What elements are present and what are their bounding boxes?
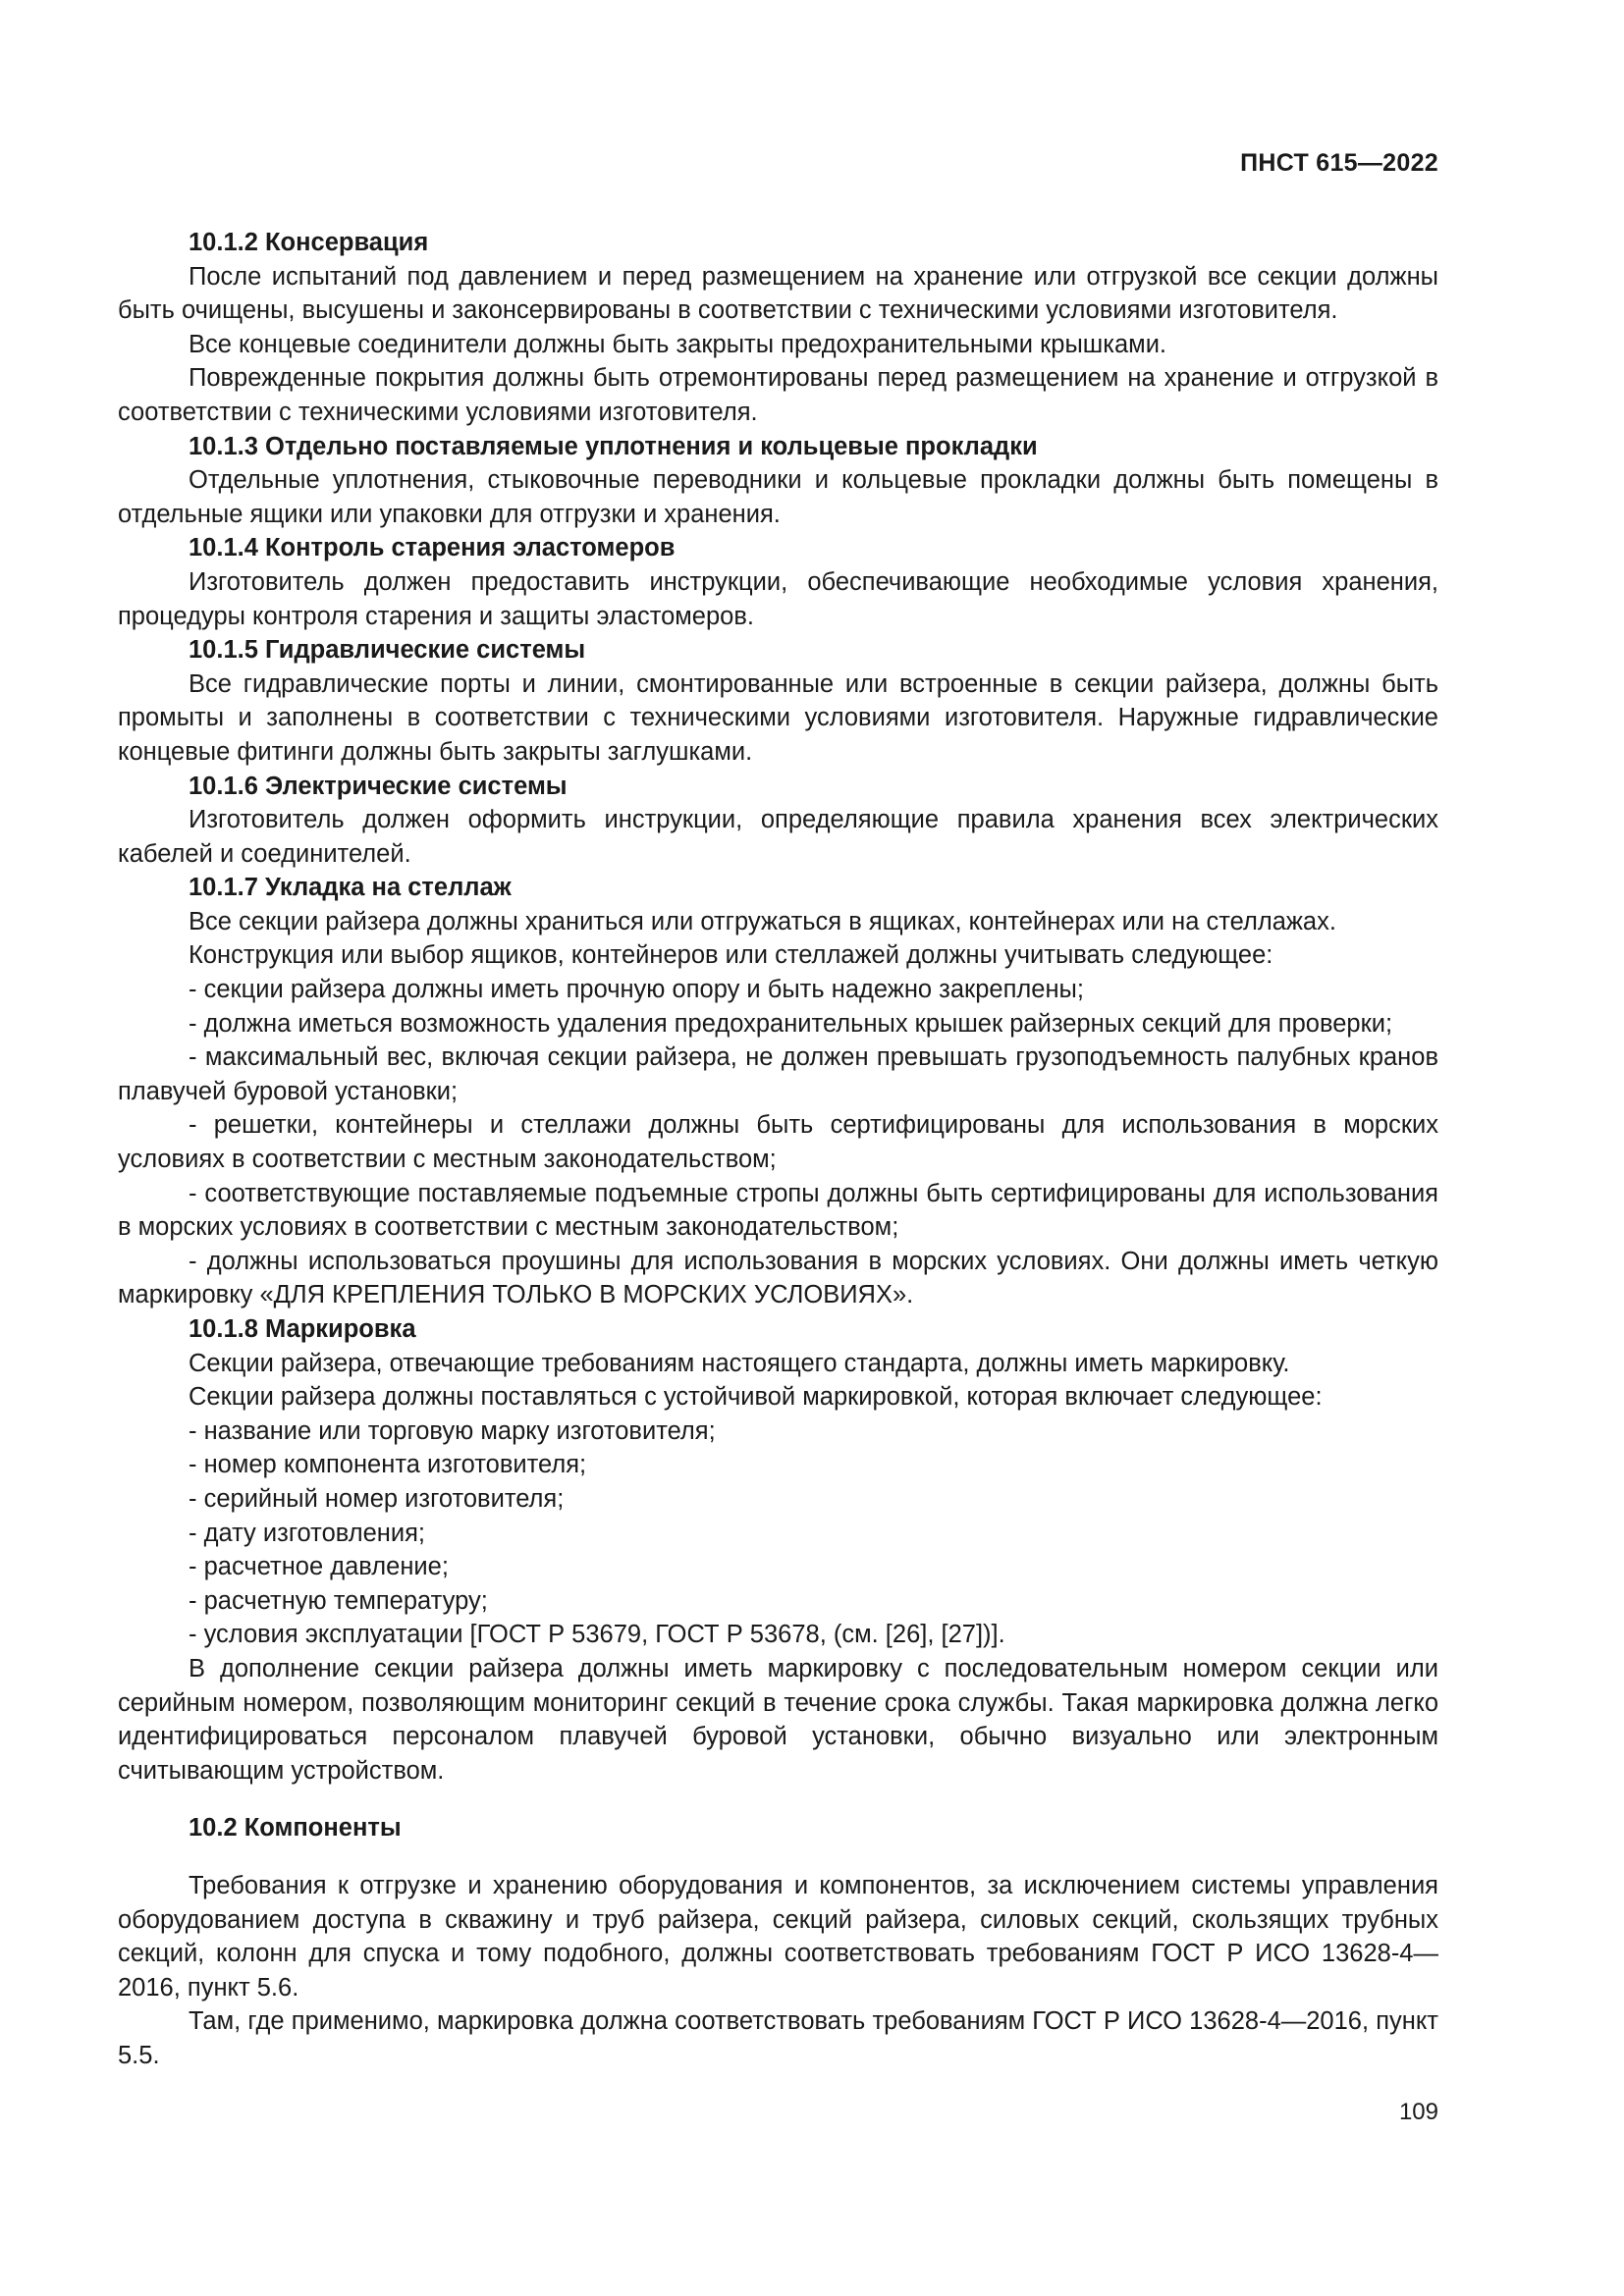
- list-item: - дату изготовления;: [189, 1519, 425, 1547]
- paragraph: Изготовитель должен оформить инструкции, определяющие правила хранения всех электрических кабелей и соединителей.: [118, 806, 1438, 868]
- section-heading: 10.1.4 Контроль старения эластомеров: [189, 534, 676, 562]
- list-item: - условия эксплуатации [ГОСТ Р 53679, ГОСТ Р 53678, (см. [26], [27])].: [189, 1621, 1005, 1649]
- section-heading: 10.1.6 Электрические системы: [189, 772, 568, 800]
- paragraph: Все секции райзера должны храниться или отгружаться в ящиках, контейнерах или на стеллажах.: [189, 907, 1336, 935]
- section-heading: 10.1.8 Маркировка: [189, 1315, 416, 1343]
- section-heading: 10.1.7 Укладка на стеллаж: [189, 874, 512, 902]
- paragraph: Секции райзера, отвечающие требованиям настоящего стандарта, должны иметь маркировку.: [189, 1349, 1290, 1377]
- section-heading: 10.1.3 Отдельно поставляемые уплотнения и кольцевые прокладки: [189, 432, 1038, 460]
- list-item: - максимальный вес, включая секции райзера, не должен превышать грузоподъемность палубных кранов плавучей буровой установки;: [118, 1043, 1438, 1105]
- section-heading: 10.1.5 Гидравлические системы: [189, 636, 586, 665]
- list-item: - должна иметься возможность удаления предохранительных крышек райзерных секций для проверки;: [189, 1009, 1393, 1038]
- paragraph: Поврежденные покрытия должны быть отремонтированы перед размещением на хранение и отгрузкой в соответствии с техническими условиями изготовителя.: [118, 364, 1438, 426]
- paragraph: Все гидравлические порты и линии, смонтированные или встроенные в секции райзера, должны быть промыты и заполнены в соответствии с техническими условиями изготовителя. Наружные гидравлические концевые фитинги должны быть закрыты заглушками.: [118, 669, 1438, 766]
- paragraph: В дополнение секции райзера должны иметь маркировку с последовательным номером секции или серийным номером, позволяющим мониторинг секций в течение срока службы. Такая маркировка должна легко идентифицироваться персоналом плавучей буровой установки, обычно визуально или электронным считывающим устройством.: [118, 1654, 1438, 1785]
- section-heading: 10.2 Компоненты: [189, 1814, 402, 1842]
- paragraph: Требования к отгрузке и хранению оборудования и компонентов, за исключением системы управления оборудованием доступа в скважину и труб райзера, секций райзера, силовых секций, скользящих трубных секций, колонн для спуска и тому подобного, должны соответствовать требованиям ГОСТ Р ИСО 13628-4—2016, пункт 5.6.: [118, 1871, 1438, 2002]
- page-number: 109: [1398, 2099, 1438, 2125]
- list-item: - должны использоваться проушины для использования в морских условиях. Они должны иметь четкую маркировку «ДЛЯ КРЕПЛЕНИЯ ТОЛЬКО В МОРСКИХ УСЛОВИЯХ».: [118, 1247, 1438, 1309]
- list-item: - номер компонента изготовителя;: [189, 1451, 587, 1479]
- list-item: - решетки, контейнеры и стеллажи должны быть сертифицированы для использования в морских условиях в соответствии с местным законодательством;: [118, 1111, 1438, 1174]
- spacer: [118, 1845, 1438, 1869]
- spacer: [118, 1788, 1438, 1811]
- list-item: - расчетную температуру;: [189, 1586, 488, 1615]
- document-code: ПНСТ 615—2022: [1240, 149, 1438, 177]
- list-item: - название или торговую марку изготовителя;: [189, 1416, 716, 1445]
- paragraph: Секции райзера должны поставляться с устойчивой маркировкой, которая включает следующее:: [189, 1383, 1323, 1412]
- list-item: - расчетное давление;: [189, 1553, 449, 1581]
- paragraph: Там, где применимо, маркировка должна соответствовать требованиям ГОСТ Р ИСО 13628-4—2016, пункт 5.5.: [118, 2007, 1438, 2069]
- paragraph: Отдельные уплотнения, стыковочные переводники и кольцевые прокладки должны быть помещены в отдельные ящики или упаковки для отгрузки и хранения.: [118, 466, 1438, 528]
- list-item: - серийный номер изготовителя;: [189, 1484, 565, 1513]
- paragraph: После испытаний под давлением и перед размещением на хранение или отгрузкой все секции должны быть очищены, высушены и законсервированы в соответствии с техническими условиями изготовителя.: [118, 262, 1438, 325]
- section-heading: 10.1.2 Консервация: [189, 229, 429, 256]
- list-item: - секции райзера должны иметь прочную опору и быть надежно закреплены;: [189, 976, 1084, 1004]
- paragraph: Конструкция или выбор ящиков, контейнеров или стеллажей должны учитывать следующее:: [189, 941, 1273, 970]
- list-item: - соответствующие поставляемые подъемные стропы должны быть сертифицированы для использования в морских условиях в соответствии с местным законодательством;: [118, 1179, 1438, 1242]
- paragraph: Все концевые соединители должны быть закрыты предохранительными крышками.: [189, 330, 1167, 358]
- content: [118, 226, 1438, 2072]
- paragraph: Изготовитель должен предоставить инструкции, обеспечивающие необходимые условия хранения, процедуры контроля старения и защиты эластомеров.: [118, 567, 1438, 630]
